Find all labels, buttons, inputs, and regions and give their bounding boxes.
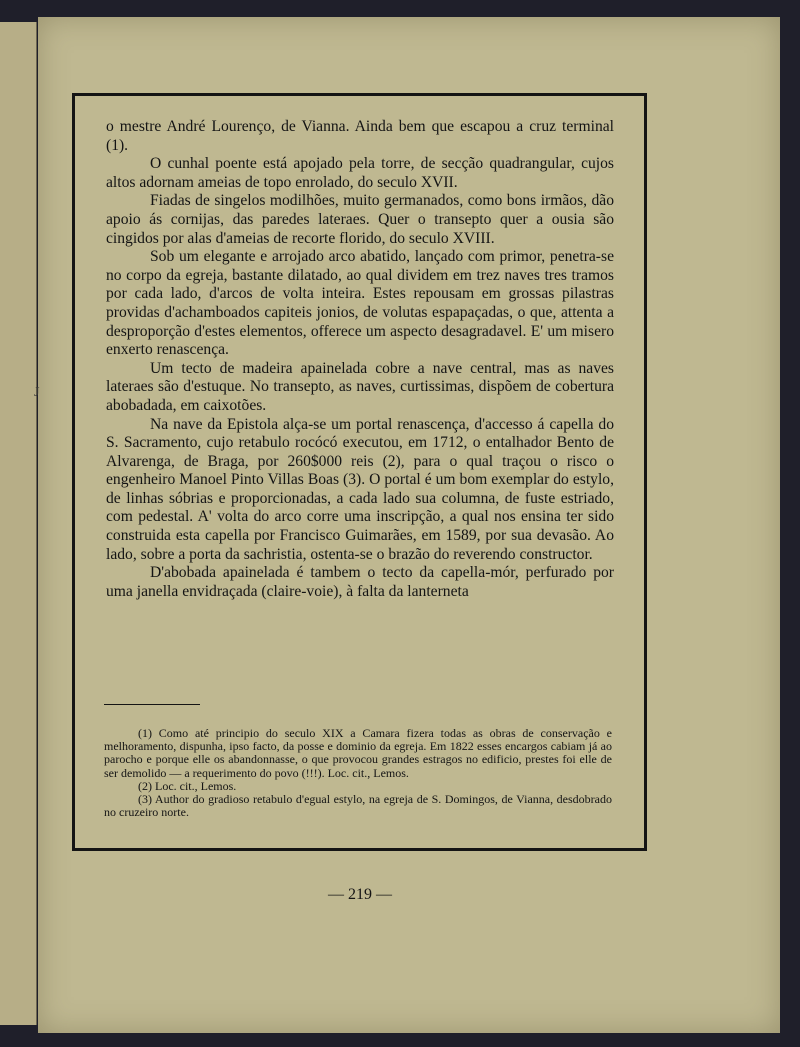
- paragraph: Sob um elegante e arrojado arco abatido, lançado com primor, penetra-se no corpo da egreja, bastante dilatado, ao qual dividem em trez naves tres tramos por cada lado, d'arcos de volta inteira. Estes repousam em grossas pilastras providas d'achamboados capiteis jonios, de volutas espapaçadas, o que, attenta a desproporção d'estes elementos, offerece um aspecto desagradavel. E' um misero enxerto renascença.: [106, 248, 614, 359]
- footnote: (1) Como até principio do seculo XIX a Camara fizera todas as obras de conservação e melhoramento, dispunha, ipso facto, da posse e dominio da egreja. Em 1822 esses encargos cabiam já ao parocho e porque elle os abandonnasse, o que provocou grandes estragos no edificio, prestes foi elle de ser demolido — a requerimento do povo (!!!). Loc. cit., Lemos.: [104, 726, 612, 780]
- footnote: (2) Loc. cit., Lemos.: [138, 778, 237, 793]
- paragraph: Na nave da Epistola alça-se um portal renascença, d'accesso á capella do S. Sacramento, cujo retabulo rocócó executou, em 1712, o entalhador Bento de Alvarenga, de Braga, por 260$000 reis (2), para o qual traçou o risco o engenheiro Manoel Pinto Villas Boas (3). O portal é um bom exemplar do estylo, de linhas sóbrias e proporcionadas, a cada lado sua columna, de fuste estriado, com pedestal. A' volta do arco corre uma inscripção, a qual nos ensina ter sido construida esta capella por Francisco Guimarães, em 1589, por sua devasão. Ao lado, sobre a porta da sachristia, ostenta-se o brazão do reverendo constructor.: [106, 415, 614, 563]
- footnote: (3) Author do gradioso retabulo d'egual estylo, na egreja de S. Domingos, de Vianna, desdobrado no cruzeiro norte.: [104, 792, 612, 820]
- paragraph: o mestre André Lourenço, de Vianna. Ainda bem que escapou a cruz terminal (1).: [106, 118, 614, 154]
- paragraph: Um tecto de madeira apainelada cobre a nave central, mas as naves lateraes são d'estuque. No transepto, as naves, curtissimas, dispõem de cobertura abobadada, em caixotões.: [106, 359, 614, 414]
- body-text: [106, 118, 614, 601]
- margin-mark: J: [34, 385, 40, 400]
- footnote-separator: [104, 704, 200, 705]
- paragraph: D'abobada apainelada é tambem o tecto da capella-mór, perfurado por uma janella envidraçada (claire-voie), à falta da lanterneta: [106, 564, 614, 600]
- previous-page-edge: [0, 22, 40, 1025]
- page-number: — 219 —: [328, 886, 392, 903]
- paragraph: O cunhal poente está apojado pela torre, de secção quadrangular, cujos altos adornam ameias de topo enrolado, do seculo XVII.: [106, 155, 614, 191]
- footnotes: [104, 727, 612, 819]
- paragraph: Fiadas de singelos modilhões, muito germanados, como bons irmãos, dão apoio ás cornijas, das paredes lateraes. Quer o transepto quer a ousia são cingidos por alas d'ameias de recorte florido, do seculo XVIII.: [106, 192, 614, 247]
